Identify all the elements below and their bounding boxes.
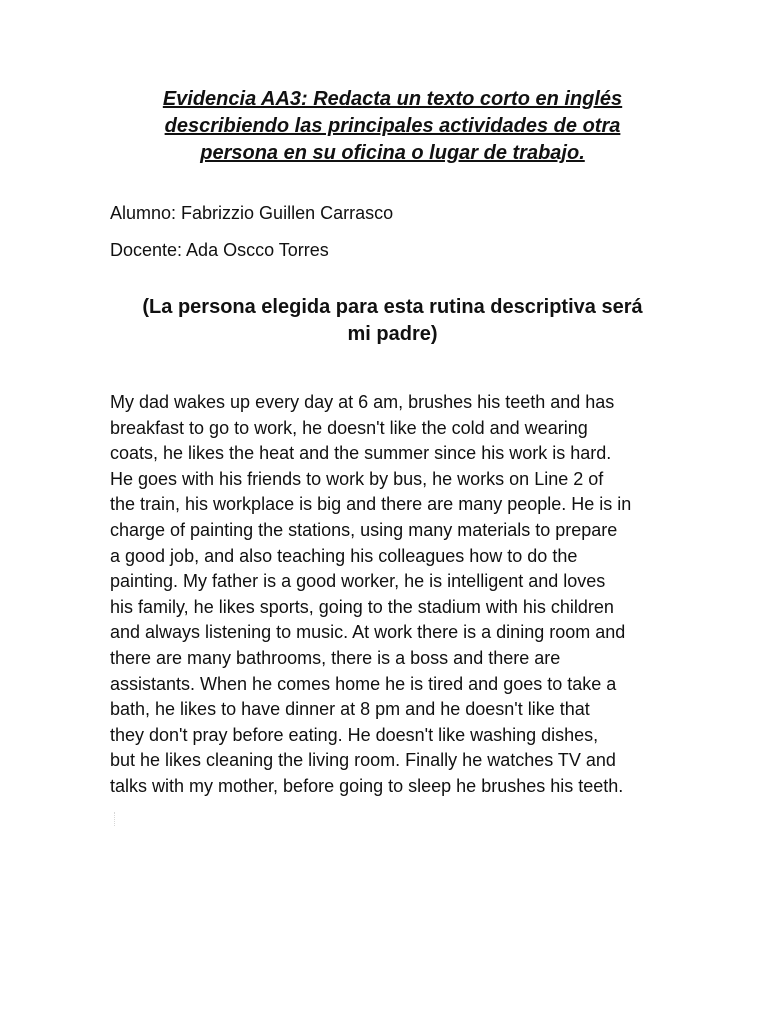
subtitle-line: (La persona elegida para esta rutina descriptiva será bbox=[142, 296, 643, 318]
body-line: they don't pray before eating. He doesn't like washing dishes, bbox=[110, 724, 599, 745]
body-line: assistants. When he comes home he is tired and goes to take a bbox=[110, 673, 617, 694]
document-title bbox=[110, 86, 675, 167]
subtitle-line: mi padre) bbox=[347, 323, 438, 345]
teacher-name: Docente: Ada Oscco Torres bbox=[110, 240, 329, 260]
body-paragraph bbox=[110, 390, 670, 800]
title-line: persona en su oficina o lugar de trabajo. bbox=[200, 142, 585, 164]
body-line: there are many bathrooms, there is a boss and there are bbox=[110, 647, 561, 668]
body-line: charge of painting the stations, using many materials to prepare bbox=[110, 519, 618, 540]
body-line: coats, he likes the heat and the summer since his work is hard. bbox=[110, 443, 612, 464]
body-line: He goes with his friends to work by bus, he works on Line 2 of bbox=[110, 468, 604, 489]
student-name: Alumno: Fabrizzio Guillen Carrasco bbox=[110, 203, 394, 223]
title-line: Evidencia AA3: Redacta un texto corto en inglés bbox=[162, 88, 623, 110]
body-line: but he likes cleaning the living room. Finally he watches TV and bbox=[110, 750, 616, 771]
body-line: bath, he likes to have dinner at 8 pm and he doesn't like that bbox=[110, 699, 590, 720]
body-line: breakfast to go to work, he doesn't like the cold and wearing bbox=[110, 417, 588, 438]
title-line: describiendo las principales actividades de otra bbox=[164, 115, 621, 137]
body-line: painting. My father is a good worker, he is intelligent and loves bbox=[110, 571, 606, 592]
body-line: a good job, and also teaching his colleagues how to do the bbox=[110, 545, 578, 566]
body-line: and always listening to music. At work there is a dining room and bbox=[110, 622, 626, 643]
body-line: My dad wakes up every day at 6 am, brushes his teeth and has bbox=[110, 392, 615, 412]
document-subtitle bbox=[110, 294, 675, 348]
body-line: the train, his workplace is big and there are many people. He is in bbox=[110, 494, 632, 515]
text-cursor-mark bbox=[114, 812, 121, 826]
body-line: talks with my mother, before going to sleep he brushes his teeth. bbox=[110, 775, 624, 796]
body-line: his family, he likes sports, going to the stadium with his children bbox=[110, 596, 614, 617]
